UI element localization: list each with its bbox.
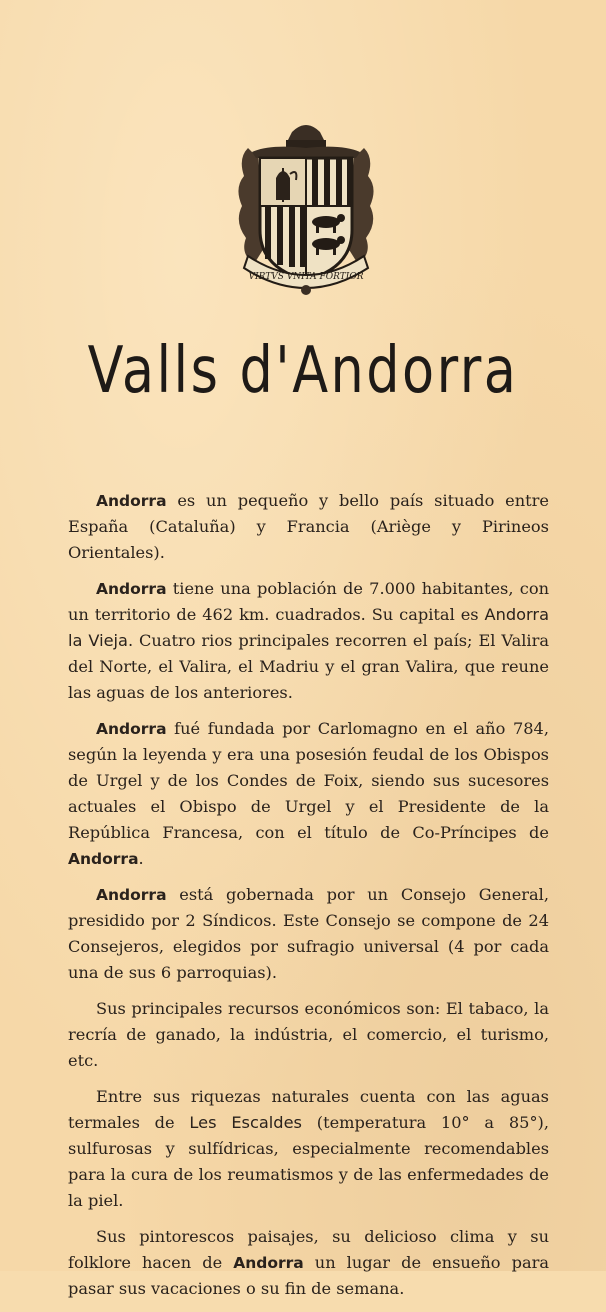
paragraph-7: Sus pintorescos paisajes, su delicioso clima y su folklore hacen de Andorra un lugar de ensueño para pasar sus vacaciones o su fin de semana. <box>68 1227 550 1298</box>
paragraph-4: Andorra está gobernada por un Consejo General, presidido por 2 Síndicos. Este Consejo se compone de 24 Consejeros, elegidos por sufragio universal (4 por cada una de sus 6 parroquias). <box>68 885 549 982</box>
paragraph-2: Andorra tiene una población de 7.000 habitantes, con un territorio de 462 km. cuadrados. Su capital es Andorra la Vieja. Cuatro rios principales recorren el país; El Valira del Norte, el Valira, el Madriu y el gran Valira, que reune las aguas de los anteriores. <box>68 579 549 702</box>
paragraph-1: Andorra es un pequeño y bello país situado entre España (Cataluña) y Francia (Ariège y Pirineos Orientales). <box>68 491 549 562</box>
andorra-coat-of-arms-icon <box>230 118 382 300</box>
crest-motto: VIRTVS VNITA FORTIOR <box>248 272 364 282</box>
page-title: Valls d'Andorra <box>87 334 519 408</box>
paragraph-3: Andorra fué fundada por Carlomagno en el año 784, según la leyenda y era una posesión feudal de los Obispos de Urgel y de los Condes de Foix, siendo sus sucesores actuales el Obispo de Urgel y el Presidente de la República Francesa, con el título de Co-Príncipes de Andorra. <box>68 719 549 868</box>
paragraph-5: Sus principales recursos económicos son: El tabaco, la recría de ganado, la indústria, el comercio, el turismo, etc. <box>68 999 549 1070</box>
paragraph-6: Entre sus riquezas naturales cuenta con las aguas termales de Les Escaldes (temperatura 10° a 85°), sulfurosas y sulfídricas, especialmente recomendables para la cura de los reumatismos y de las enfermedades de la piel. <box>68 1087 549 1210</box>
body-text <box>68 488 549 1312</box>
